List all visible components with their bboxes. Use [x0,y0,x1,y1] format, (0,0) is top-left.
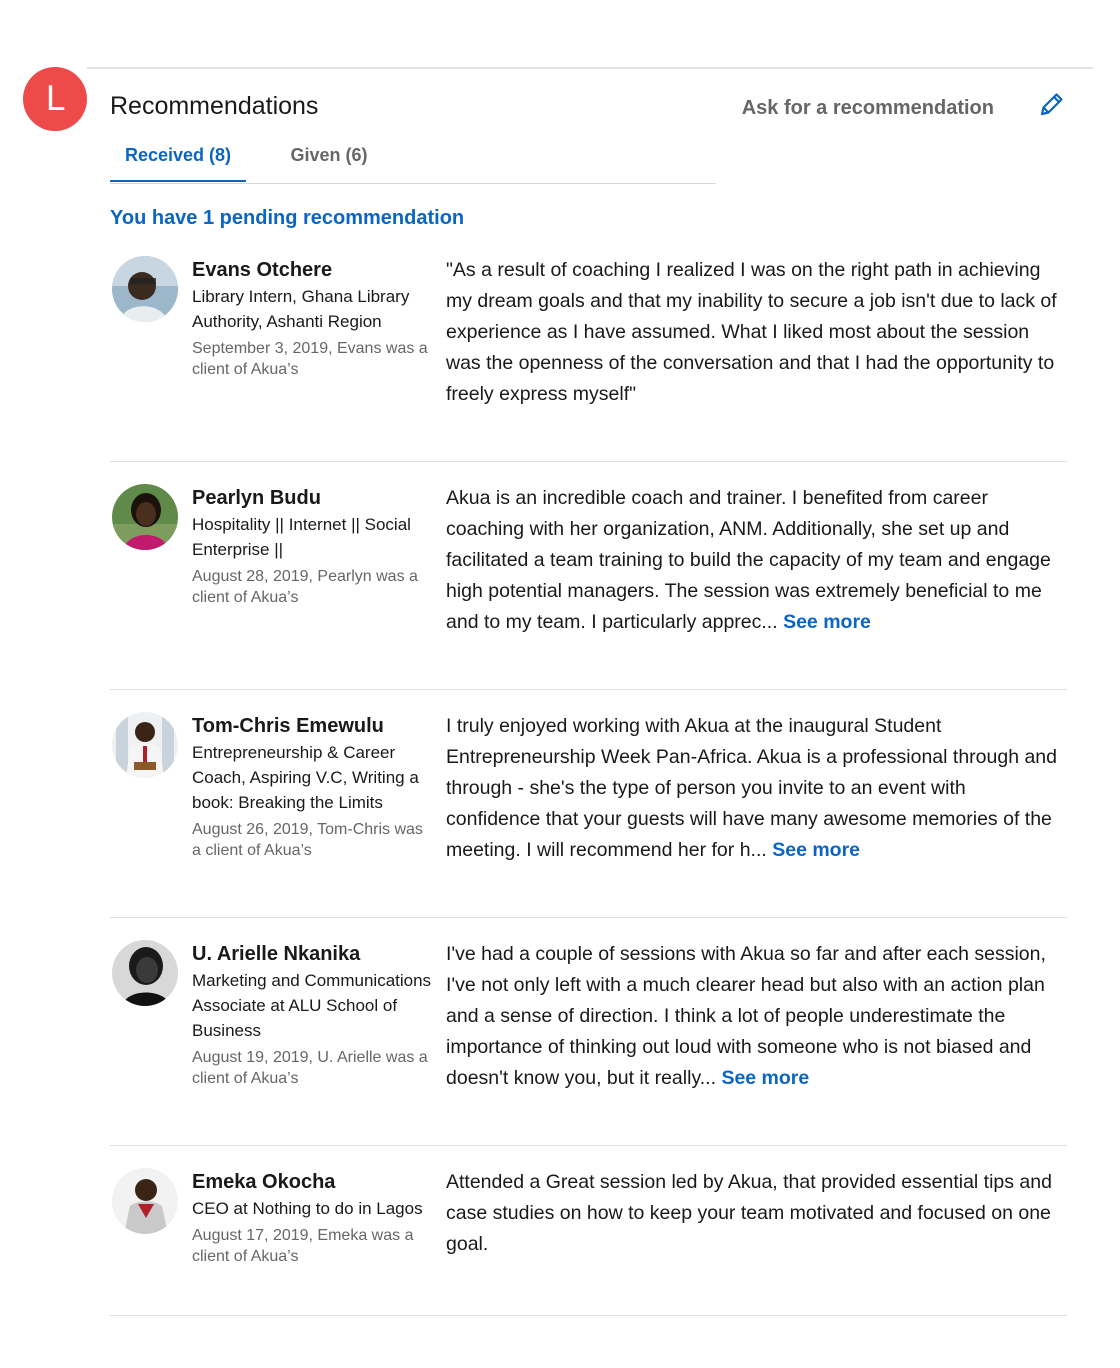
recommender-headline: Marketing and Communications Associate at ALU School of Business [192,971,432,1040]
see-more-link[interactable]: See more [721,1067,810,1089]
recommender-name[interactable]: Pearlyn Budu [192,487,321,509]
recommender-name[interactable]: U. Arielle Nkanika [192,943,361,965]
profile-photo[interactable] [112,1168,178,1234]
recommendation-body: Attended a Great session led by Akua, that provided essential tips and case studies on how to keep your team motivated and focused on one goal. [446,1171,1052,1255]
recommender-headline: Library Intern, Ghana Library Authority, Ashanti Region [192,287,410,331]
recommendation-date: September 3, 2019, Evans was a client of Akua’s [192,340,428,378]
recommender-name[interactable]: Emeka Okocha [192,1171,336,1193]
profile-photo[interactable] [112,940,178,1006]
recommendation-item [110,462,1067,690]
recommender-headline: CEO at Nothing to do in Lagos [192,1199,423,1218]
recommendation-text [446,483,1061,638]
recommendation-body: Akua is an incredible coach and trainer. I benefited from career coaching with her organization, ANM. Additionally, she set up and facilitated a team training to build the capacity of my team and engage high potential managers. The session was extremely beneficial to me and to my team. I particularly apprec... [446,487,1051,633]
recommendation-body: "As a result of coaching I realized I was on the right path in achieving my dream goals and that my inability to secure a job isn't due to lack of experience as I have assumed. What I liked most about the session was the openness of the conversation and that I had the opportunity to freely express myself" [446,259,1057,405]
tab-received[interactable]: Received (8) [110,140,246,182]
recommendation-item [110,918,1067,1146]
recommendation-date: August 28, 2019, Pearlyn was a client of Akua’s [192,568,418,606]
recommendation-item [110,252,1067,462]
recommendation-list [110,252,1067,1316]
profile-photo[interactable] [112,712,178,778]
recommendation-item [110,1146,1067,1316]
recommender-headline: Entrepreneurship & Career Coach, Aspiring V.C, Writing a book: Breaking the Limits [192,743,419,812]
recommender-headline: Hospitality || Internet || Social Enterprise || [192,515,411,559]
profile-photo[interactable] [112,256,178,322]
recommender-name[interactable]: Evans Otchere [192,259,333,281]
top-divider [87,67,1093,69]
pending-recommendation-link[interactable]: You have 1 pending recommendation [110,207,465,229]
recommendation-tabs [110,140,716,184]
recommendation-text [446,255,1061,410]
recommendation-body: I truly enjoyed working with Akua at the inaugural Student Entrepreneurship Week Pan-Africa. Akua is a professional through and through - she's the type of person you invite to an event with confidence that your guests will have many awesome memories of the meeting. I will recommend her for h... [446,715,1057,861]
recommendation-text [446,711,1061,866]
see-more-link[interactable]: See more [772,839,861,861]
recommendation-body: I've had a couple of sessions with Akua so far and after each session, I've not only left with a much clearer head but also with an action plan and a sense of direction. I think a lot of people underestimate the importance of thinking out loud with someone who is not biased and doesn't know you, but it really... [446,943,1046,1089]
recommendation-date: August 19, 2019, U. Arielle was a client of Akua’s [192,1049,428,1087]
profile-photo[interactable] [112,484,178,550]
recommender-name[interactable]: Tom-Chris Emewulu [192,715,384,737]
section-title: Recommendations [110,92,319,120]
recommendation-item [110,690,1067,918]
recommendation-text [446,939,1061,1094]
tab-given[interactable]: Given (6) [290,145,368,165]
recommendation-date: August 17, 2019, Emeka was a client of Akua’s [192,1227,414,1265]
pencil-icon[interactable] [1036,90,1066,120]
recommendation-date: August 26, 2019, Tom-Chris was a client of Akua’s [192,821,423,859]
user-avatar[interactable]: L [23,67,87,131]
ask-recommendation-button[interactable]: Ask for a recommendation [741,97,994,119]
recommendation-text [446,1167,1061,1260]
see-more-link[interactable]: See more [783,611,871,633]
